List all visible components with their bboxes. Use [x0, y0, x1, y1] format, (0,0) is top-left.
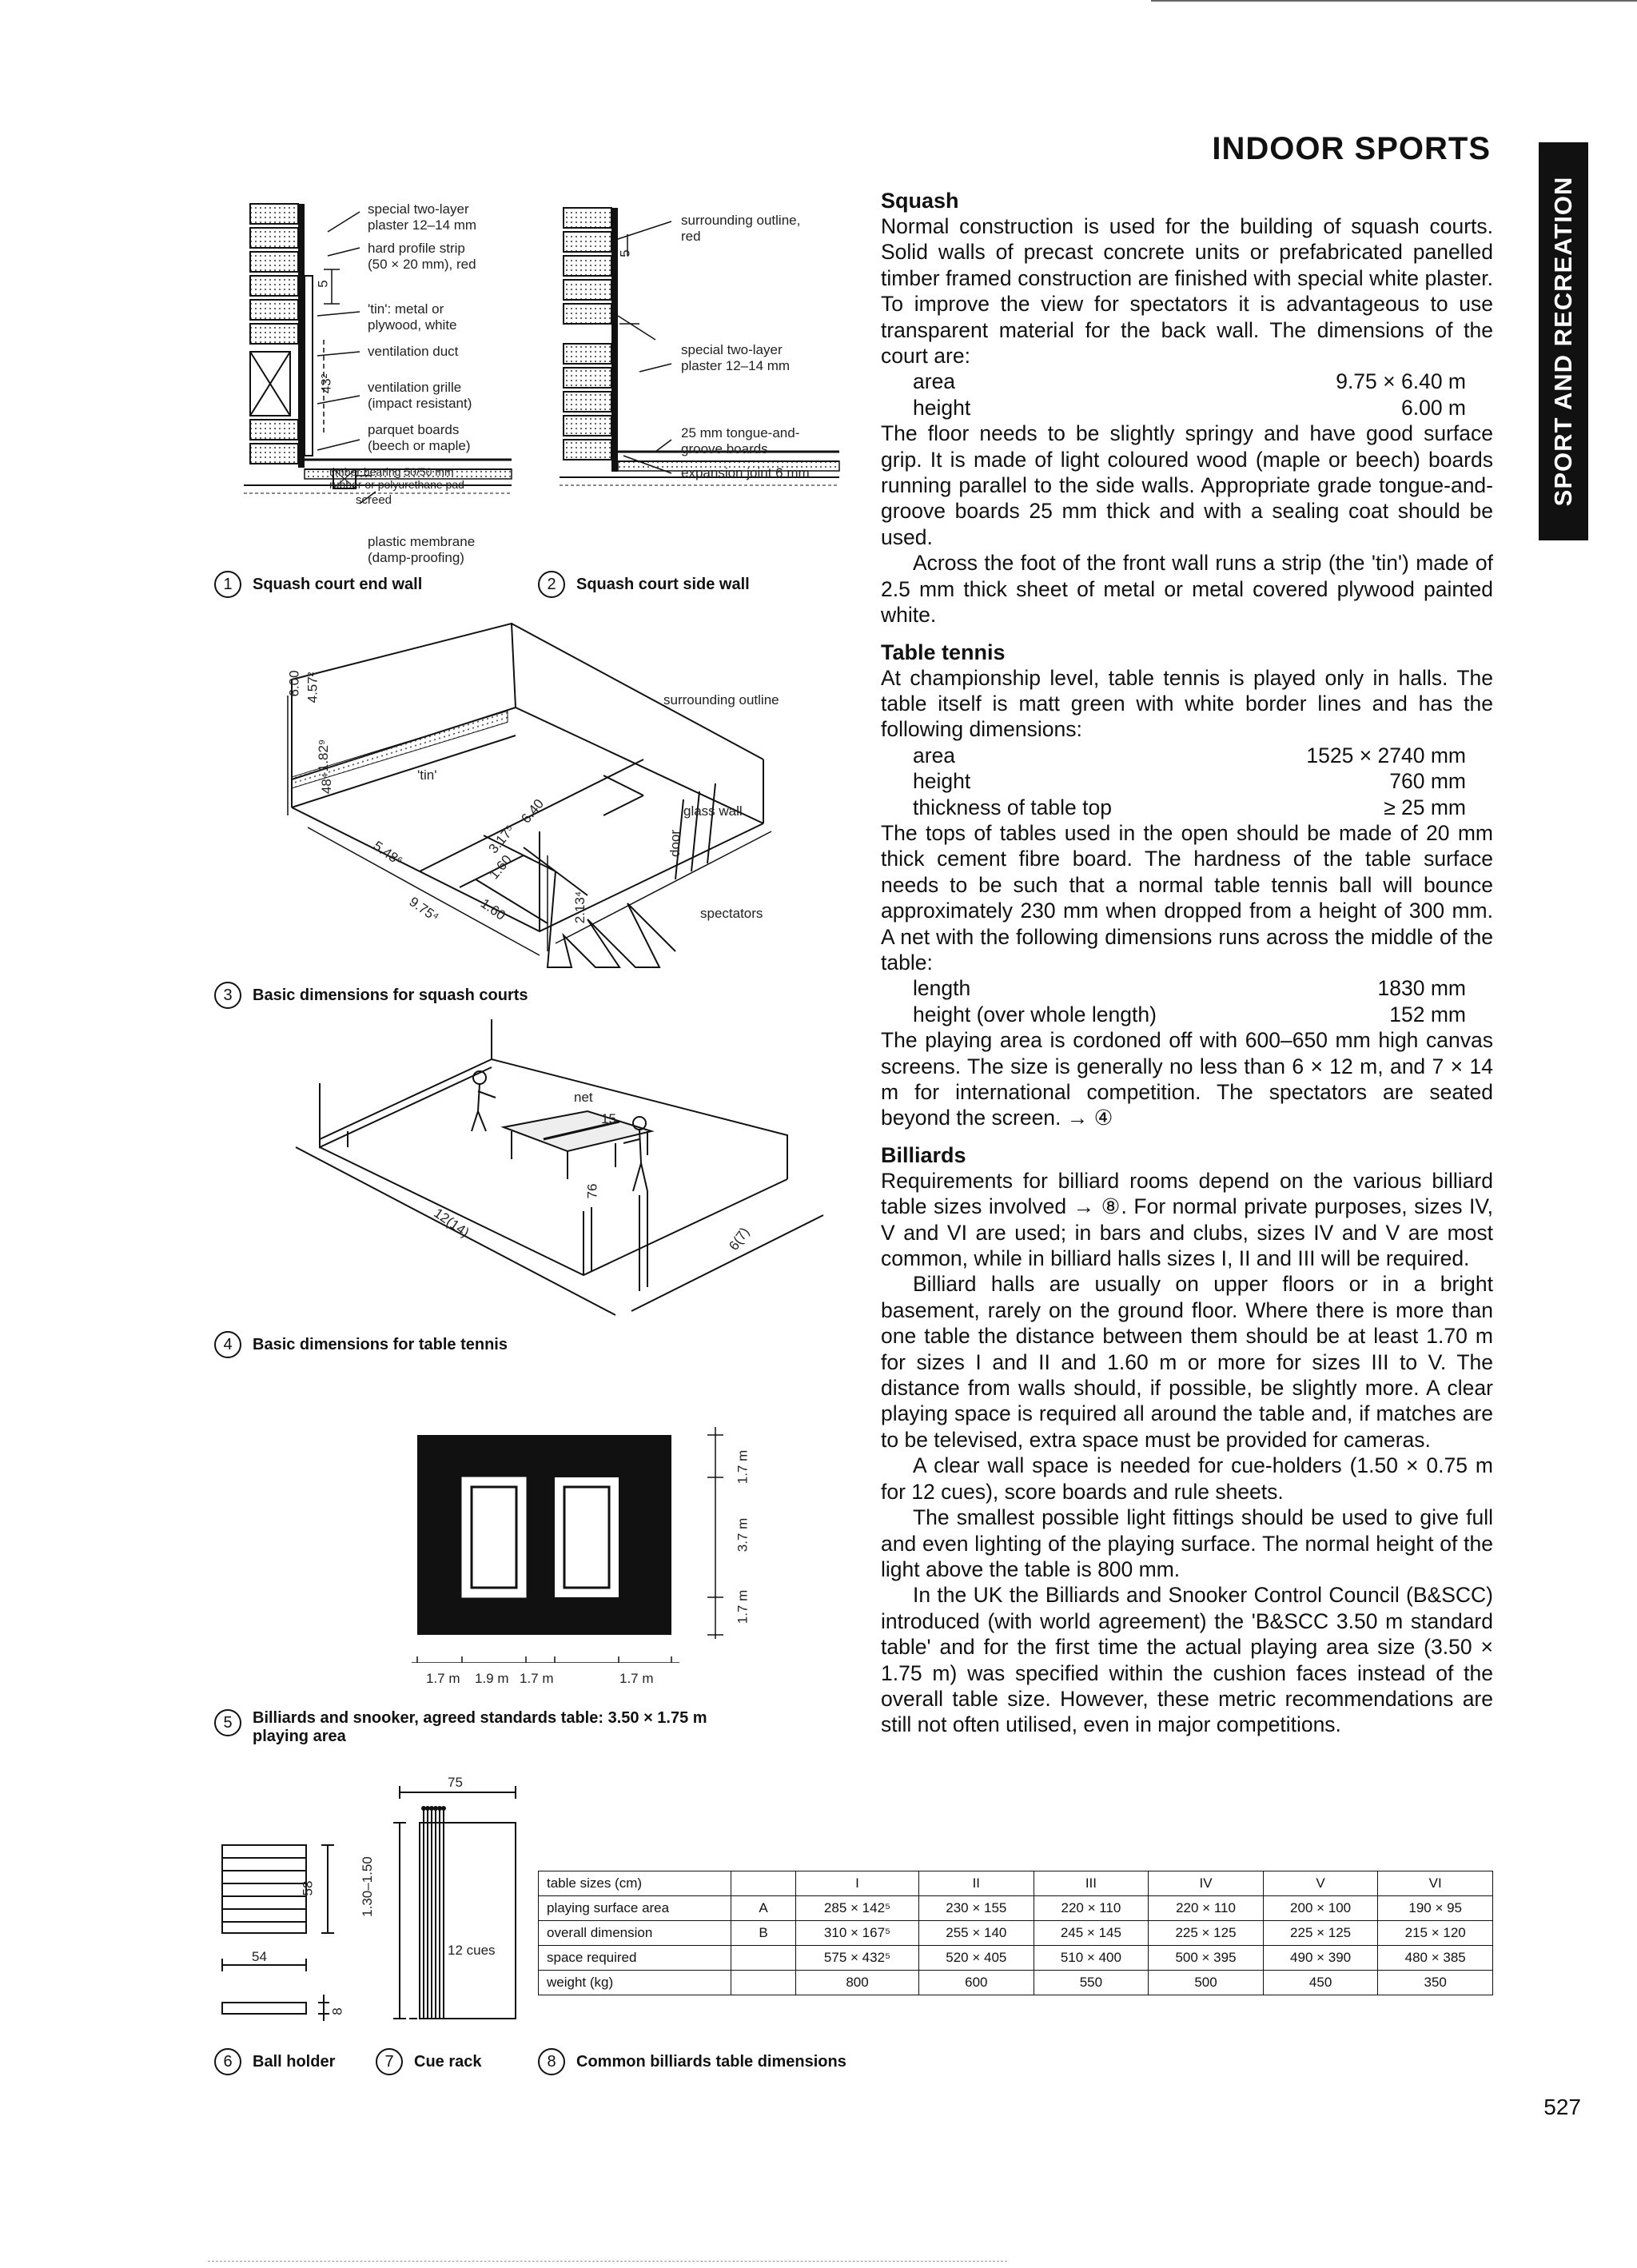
f4-dim: 76 [584, 1183, 600, 1199]
dim-key: height [913, 769, 971, 794]
top-rule [1151, 0, 1637, 2]
f2-dim: 5 [617, 249, 633, 257]
f3-door: door [667, 829, 683, 858]
dim-key: height (over whole length) [913, 1002, 1157, 1026]
side-tab-label: SPORT AND RECREATION [1549, 176, 1577, 507]
f2-label: special two-layer [681, 342, 783, 357]
table-cell: 510 × 400 [1034, 1946, 1149, 1971]
f5-caption-line2: playing area [253, 1728, 346, 1745]
table-cell: 600 [919, 1971, 1034, 1995]
f7-caption [376, 2048, 482, 2075]
table-cell: 490 × 390 [1263, 1946, 1378, 1971]
f7-number: 7 [376, 2048, 403, 2075]
page-number: 527 [1543, 2095, 1581, 2119]
f1-label: timber bearing 50/50 mm [329, 465, 454, 478]
dim-key: height [913, 395, 971, 420]
side-tab [1539, 142, 1588, 540]
dim-value: 152 mm [1389, 1002, 1466, 1026]
cue-rack-drawing [376, 1775, 520, 2023]
table-row [539, 1896, 1493, 1921]
f1-label: plywood, white [368, 317, 457, 333]
spacer [881, 628, 1493, 640]
f8-number: 8 [538, 2048, 565, 2075]
f2-label: plaster 12–14 mm [681, 358, 791, 373]
f2-label: groove boards [681, 441, 768, 456]
table-cell: playing surface area [539, 1896, 731, 1921]
squash-court-isometric [284, 616, 827, 983]
ball-holder-drawing [216, 1831, 352, 2023]
table-cell: 500 × 395 [1149, 1946, 1264, 1971]
f4-net: net [574, 1090, 593, 1105]
f4-dim: 12(14) [431, 1205, 472, 1241]
f5-dim: 1.7 m [735, 1589, 751, 1624]
table-row [539, 1921, 1493, 1946]
table-cell: space required [539, 1946, 731, 1971]
f3-dim: 9.75⁴ [406, 894, 442, 925]
f3-spectators: spectators [700, 906, 763, 921]
f5-dim: 1.9 m [475, 1671, 509, 1686]
f3-glass: glass wall [683, 803, 743, 819]
f7-dim: 1.30–1.50 [359, 1856, 375, 1917]
f1-caption [214, 571, 422, 598]
paragraph: Requirements for billiard rooms depend on the various billiard table sizes involved → ⑧. For normal private purposes, sizes IV, V and VI are used; in bars and clubs, sizes IV and V are most common, while in billiard halls sizes I, II and III will be required. [881, 1168, 1493, 1271]
paragraph: Billiard halls are usually on upper floors or in a bright basement, rarely on the ground floor. Where there is more than one table the distance between them should be at least 1.70 m for sizes I and II and 1.60 m or more for sizes III to V. The distance from walls should, if possible, be slightly more. A clear playing space is required all around the table and, if matches are to be televised, extra space must be provided for cameras. [881, 1272, 1493, 1452]
f3-dim: 1.82⁹ [316, 739, 332, 772]
table-cell: table sizes (cm) [539, 1871, 731, 1896]
dim-value: 6.00 m [1400, 395, 1466, 420]
paragraph: The floor needs to be slightly springy and have good surface grip. It is made of light coloured wood (maple or beech) boards running parallel to the side walls. Appropriate grade tongue-and-groove boards 25 mm thick and with a sealing coat should be used. [881, 421, 1493, 549]
f2-label: red [681, 229, 701, 244]
table-cell: overall dimension [539, 1921, 731, 1946]
f3-dim: 1.60 [477, 895, 508, 923]
dim-value: 1525 × 2740 mm [1306, 743, 1466, 767]
f7-caption-text: Cue rack [414, 2052, 482, 2071]
f6-number: 6 [214, 2048, 241, 2075]
f1-dim: 43² [318, 373, 334, 394]
table-cell: 215 × 120 [1378, 1921, 1493, 1946]
f1-dim: 5 [315, 280, 331, 288]
table-tennis-drawing [272, 1011, 831, 1331]
f4-caption-text: Basic dimensions for table tennis [253, 1335, 508, 1353]
table-cell: 255 × 140 [919, 1921, 1034, 1946]
f5-dim: 1.7 m [426, 1671, 460, 1686]
f1-label: ventilation grille [368, 380, 462, 395]
f7-dim: 75 [448, 1775, 463, 1790]
f1-label: special two-layer [368, 201, 469, 217]
dim-row [881, 743, 1493, 768]
table-cell: IV [1149, 1871, 1264, 1896]
f3-dim: 4.57² [305, 672, 321, 704]
paragraph: The smallest possible light fittings should be used to give full and even lighting of the playing surface. The normal height of the light above the table is 800 mm. [881, 1505, 1493, 1581]
table-cell: 450 [1263, 1971, 1378, 1995]
table-cell: 480 × 385 [1378, 1946, 1493, 1971]
table-cell: 200 × 100 [1263, 1896, 1378, 1921]
f3-dim: 3.17⁵ [485, 822, 518, 857]
f1-caption-text: Squash court end wall [253, 575, 423, 593]
dim-value: 9.75 × 6.40 m [1336, 369, 1466, 394]
billiards-heading: Billiards [881, 1142, 966, 1167]
f2-label: surrounding outline, [681, 213, 801, 228]
table-cell: 550 [1034, 1971, 1149, 1995]
table-cell: 220 × 110 [1149, 1896, 1264, 1921]
dim-row [881, 975, 1493, 1001]
f4-caption [214, 1331, 508, 1358]
paragraph: The tops of tables used in the open should be made of 20 mm thick cement fibre board. The hardness of the table surface needs to be such that a normal table tennis ball will bounce approximately 230 mm when dropped from a height of 300 mm. A net with the following dimensions runs across the middle of the table: [881, 820, 1493, 975]
f3-dim: 5.48⁶ [370, 838, 406, 869]
f1-label: plaster 12–14 mm [368, 217, 477, 233]
table-cell: III [1034, 1871, 1149, 1896]
f8-caption [538, 2048, 846, 2075]
paragraph: Normal construction is used for the building of squash courts. Solid walls of precast concrete units or prefabricated panelled timber framed construction are finished with special white plaster. To improve the view for spectators it is advantageous to use transparent material for the back wall. The dimensions of the court are: [881, 214, 1493, 369]
f1-label: 'tin': metal or [368, 301, 444, 317]
dim-row [881, 395, 1493, 421]
dim-value: 1830 mm [1377, 976, 1466, 1001]
billiards-room-plan [408, 1423, 743, 1663]
section-title: INDOOR SPORTS [1212, 131, 1491, 166]
f1-label: plastic membrane [368, 534, 476, 549]
f1-label: (impact resistant) [368, 396, 472, 411]
table-cell: V [1263, 1871, 1378, 1896]
f2-label: 25 mm tongue-and- [681, 425, 800, 440]
table-row [539, 1971, 1493, 1995]
f1-label: (damp-proofing) [368, 550, 464, 565]
paragraph: In the UK the Billiards and Snooker Control Council (B&SCC) introduced (with world agreement) the 'B&SCC 3.50 m standard table' and for the first time the actual playing area size (3.50 × 1.75 m) was specified within the cushion faces instead of the overall table size. However, these metric recommendations are still not often utilised, even in major competitions. [881, 1583, 1493, 1737]
table-cell [731, 1871, 796, 1896]
f6-caption-text: Ball holder [253, 2052, 336, 2071]
table-row [539, 1946, 1493, 1971]
f3-dim: 6.40 [518, 795, 548, 827]
f5-dim: 1.7 m [735, 1449, 751, 1485]
table-cell: 350 [1378, 1971, 1493, 1995]
paragraph: The playing area is cordoned off with 600–650 mm high canvas screens. The size is generally no less than 6 × 12 m, and 7 × 14 m for international competition. The spectators are seated beyond the screen. → ④ [881, 1028, 1493, 1130]
f1-label: screed [356, 493, 392, 507]
table-cell: 500 [1149, 1971, 1264, 1995]
table-cell: II [919, 1871, 1034, 1896]
table-cell: 230 × 155 [919, 1896, 1034, 1921]
dim-value: 760 mm [1389, 769, 1466, 794]
f5-dim: 1.7 m [619, 1671, 654, 1686]
bottom-rule [208, 2261, 1007, 2262]
dim-row [881, 768, 1493, 794]
dim-key: area [913, 369, 956, 394]
f3-dim: 2.13⁴ [572, 891, 588, 924]
f1-label: (beech or maple) [368, 438, 471, 453]
table-cell [731, 1946, 796, 1971]
f2-caption-text: Squash court side wall [576, 575, 750, 593]
f6-dim: 54 [252, 1949, 267, 1964]
f1-label: ventilation duct [368, 344, 459, 359]
f6-dim: 58 [300, 1880, 316, 1896]
f2-caption [538, 571, 750, 598]
f2-number: 2 [538, 571, 565, 598]
f3-surround: surrounding outline [663, 692, 779, 708]
table-cell: VI [1378, 1871, 1493, 1896]
f6-dim: 8 [329, 2007, 345, 2015]
table-cell: 220 × 110 [1034, 1896, 1149, 1921]
f3-caption-text: Basic dimensions for squash courts [253, 986, 528, 1004]
f3-dim: 6.00 [286, 670, 302, 697]
f7-cues: 12 cues [448, 1943, 496, 1958]
dim-value: ≥ 25 mm [1384, 795, 1466, 819]
dim-key: thickness of table top [913, 795, 1112, 819]
squash-heading: Squash [881, 189, 959, 213]
table-cell: 575 × 432⁵ [796, 1946, 919, 1971]
billiards-dimensions-table [538, 1871, 1493, 1995]
f4-number: 4 [214, 1331, 241, 1358]
f3-number: 3 [214, 982, 241, 1009]
table-cell: 225 × 125 [1149, 1921, 1264, 1946]
table-cell: 285 × 142⁵ [796, 1896, 919, 1921]
f4-dim: 15 [601, 1111, 616, 1126]
f3-dim: 48⁴ [319, 772, 335, 795]
table-cell: I [796, 1871, 919, 1896]
table-cell: 190 × 95 [1378, 1896, 1493, 1921]
f8-caption-text: Common billiards table dimensions [576, 2052, 846, 2071]
f5-dim: 3.7 m [735, 1517, 751, 1553]
table-cell: 310 × 167⁵ [796, 1921, 919, 1946]
f4-dim: 6(7) [726, 1224, 753, 1254]
f1-label: (50 × 20 mm), red [368, 257, 476, 272]
paragraph: Across the foot of the front wall runs a strip (the 'tin') made of 2.5 mm thick sheet of metal or metal covered plywood painted white. [881, 551, 1493, 628]
paragraph: A clear wall space is needed for cue-holders (1.50 × 0.75 m for 12 cues), score boards and rule sheets. [881, 1453, 1493, 1504]
f5-number: 5 [214, 1709, 241, 1736]
table-cell: A [731, 1896, 796, 1921]
dim-key: area [913, 743, 956, 767]
table-cell: weight (kg) [539, 1971, 731, 1995]
table-cell: 245 × 145 [1034, 1921, 1149, 1946]
f3-dim: 1.60 [486, 851, 516, 883]
table-cell: 800 [796, 1971, 919, 1995]
f1-label: hard profile strip [368, 241, 465, 256]
f6-caption [214, 2048, 335, 2075]
table-tennis-heading: Table tennis [881, 640, 1006, 664]
table-cell: B [731, 1921, 796, 1946]
f1-label: rubber or polyurethane pad [329, 478, 464, 491]
dim-key: length [913, 976, 971, 1001]
dim-row [881, 795, 1493, 820]
f5-dim: 1.7 m [520, 1671, 554, 1686]
dim-row [881, 1002, 1493, 1027]
table-cell: 520 × 405 [919, 1946, 1034, 1971]
dim-row [881, 369, 1493, 394]
table-cell: 225 × 125 [1263, 1921, 1378, 1946]
table-cell [731, 1971, 796, 1995]
f2-label: expansion joint 6 mm [681, 465, 810, 480]
f3-caption [214, 982, 528, 1009]
paragraph: At championship level, table tennis is played only in halls. The table itself is matt green with white border lines and has the following dimensions: [881, 665, 1493, 742]
spacer [881, 1131, 1493, 1142]
body-text [881, 188, 1493, 1738]
f5-caption-line1: Billiards and snooker, agreed standards table: 3.50 × 1.75 m [253, 1709, 707, 1727]
table-header-row [539, 1871, 1493, 1896]
f5-caption [214, 1709, 707, 1746]
f1-number: 1 [214, 571, 241, 598]
f3-tin: 'tin' [417, 767, 437, 783]
f1-label: parquet boards [368, 422, 460, 437]
